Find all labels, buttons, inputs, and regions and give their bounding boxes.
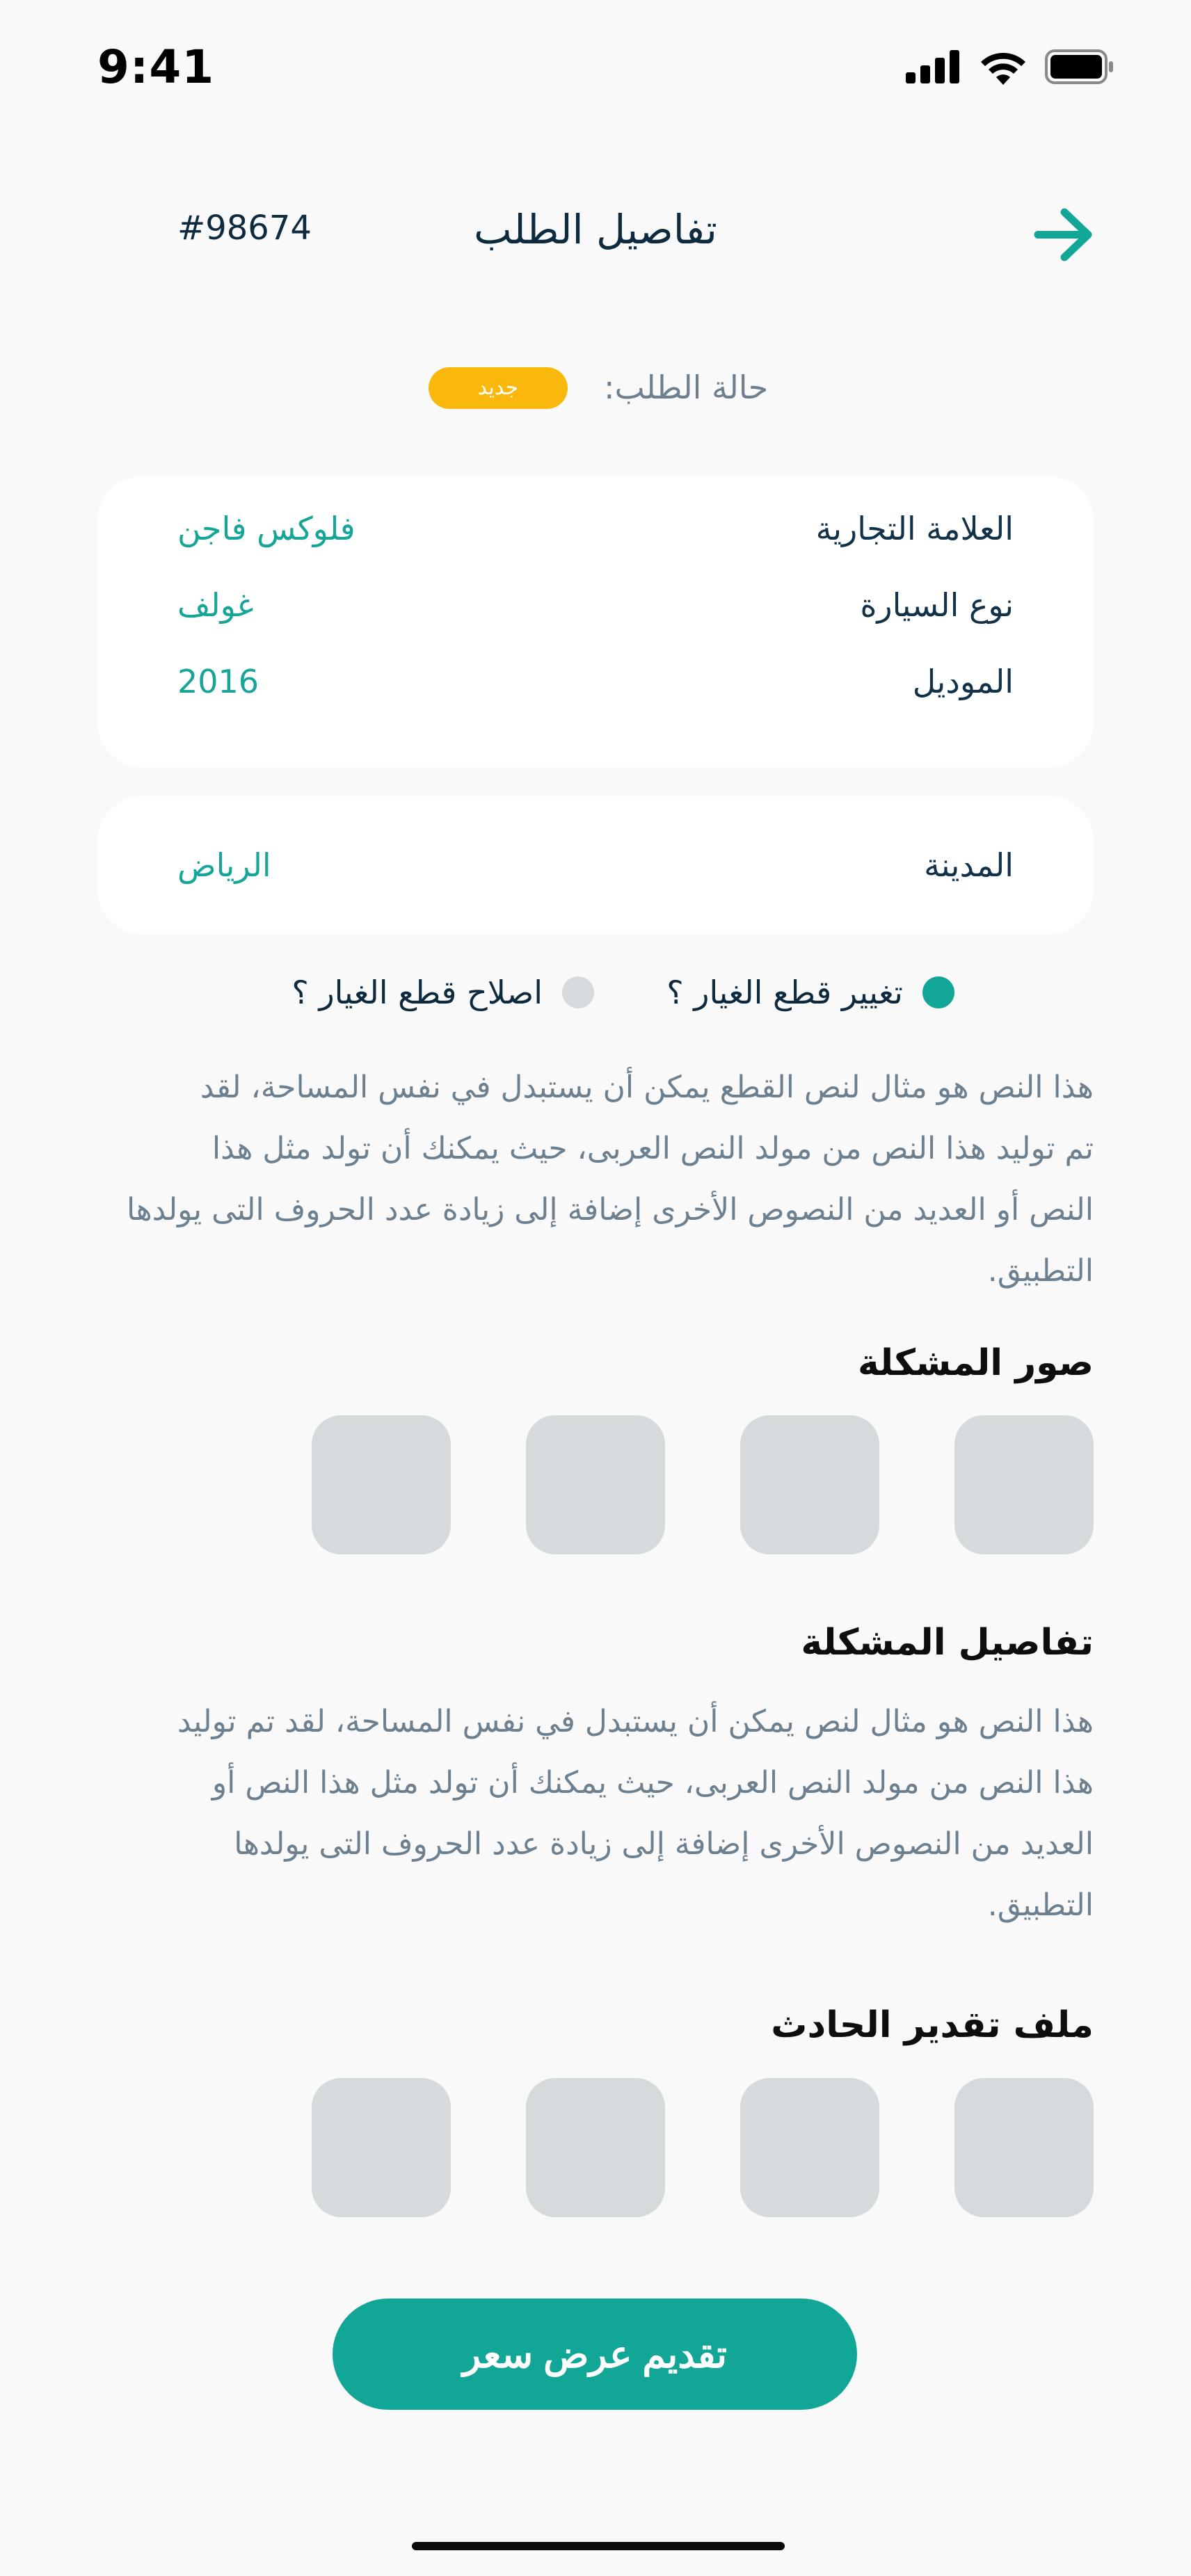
description-line: هذا النص هو مثال لنص القطع يمكن أن يستبدل في نفس المساحة، لقد	[200, 1070, 1094, 1105]
city-value: الرياض	[177, 846, 271, 884]
accident-file-row	[312, 2078, 1094, 2217]
description-line: التطبيق.	[987, 1253, 1094, 1289]
problem-details-line: هذا النص من مولد النص العربى، حيث يمكنك أن تولد مثل هذا النص أو	[211, 1765, 1094, 1801]
order-status-label: حالة الطلب:	[604, 369, 769, 406]
description-line: تم توليد هذا النص من مولد النص العربى، حيث يمكنك أن تولد مثل هذا	[211, 1131, 1094, 1166]
problem-details-line: التطبيق.	[987, 1887, 1094, 1923]
status-badge: جديد	[429, 367, 568, 409]
radio-repair-parts-label: اصلاح قطع الغيار ؟	[291, 974, 543, 1011]
wifi-icon	[978, 49, 1028, 85]
accident-file-thumbnail[interactable]	[740, 2078, 879, 2217]
accident-file-thumbnail[interactable]	[526, 2078, 665, 2217]
problem-details-title: تفاصيل المشكلة	[801, 1622, 1094, 1664]
car-type-value: غولف	[177, 586, 254, 624]
city-card	[97, 796, 1094, 934]
model-label: الموديل	[912, 663, 1014, 700]
brand-value: فلوكس فاجن	[177, 510, 355, 547]
order-id: #98674	[177, 209, 312, 248]
accident-file-thumbnail[interactable]	[312, 2078, 451, 2217]
radio-change-parts[interactable]	[666, 974, 954, 1011]
problem-image-thumbnail[interactable]	[740, 1415, 879, 1554]
arrow-right-icon	[1031, 202, 1097, 268]
model-value: 2016	[177, 663, 259, 700]
accident-file-thumbnail[interactable]	[954, 2078, 1094, 2217]
back-button[interactable]	[1031, 202, 1097, 268]
status-time: 9:41	[97, 40, 215, 94]
signal-icon	[906, 50, 961, 83]
request-description	[89, 1057, 1094, 1302]
accident-file-title: ملف تقدير الحادث	[771, 2004, 1094, 2046]
model-row	[177, 657, 1014, 706]
radio-selected-icon	[922, 976, 954, 1008]
description-line: النص أو العديد من النصوص الأخرى إضافة إلى زيادة عدد الحروف التى يولدها	[127, 1192, 1094, 1227]
status-icons	[906, 46, 1114, 88]
brand-row	[177, 504, 1014, 553]
home-indicator	[412, 2542, 785, 2550]
car-type-row	[177, 581, 1014, 629]
car-info-card	[97, 476, 1094, 767]
problem-details-line: هذا النص هو مثال لنص يمكن أن يستبدل في نفس المساحة، لقد تم توليد	[177, 1704, 1094, 1739]
city-row	[177, 841, 1014, 889]
radio-repair-parts[interactable]	[291, 974, 594, 1011]
brand-label: العلامة التجارية	[815, 510, 1014, 547]
problem-images-title: صور المشكلة	[857, 1342, 1094, 1384]
problem-image-thumbnail[interactable]	[526, 1415, 665, 1554]
problem-image-thumbnail[interactable]	[954, 1415, 1094, 1554]
battery-icon	[1045, 49, 1114, 84]
problem-image-thumbnail[interactable]	[312, 1415, 451, 1554]
car-type-label: نوع السيارة	[860, 586, 1014, 624]
problem-details-text	[89, 1691, 1094, 1936]
submit-offer-button[interactable]: تقديم عرض سعر	[333, 2299, 857, 2410]
problem-images-row	[312, 1415, 1094, 1554]
problem-details-line: العديد من النصوص الأخرى إضافة إلى زيادة عدد الحروف التى يولدها	[234, 1826, 1094, 1862]
radio-change-parts-label: تغيير قطع الغيار ؟	[666, 974, 903, 1011]
radio-unselected-icon	[562, 976, 594, 1008]
city-label: المدينة	[924, 846, 1014, 884]
page-title: تفاصيل الطلب	[474, 206, 717, 253]
